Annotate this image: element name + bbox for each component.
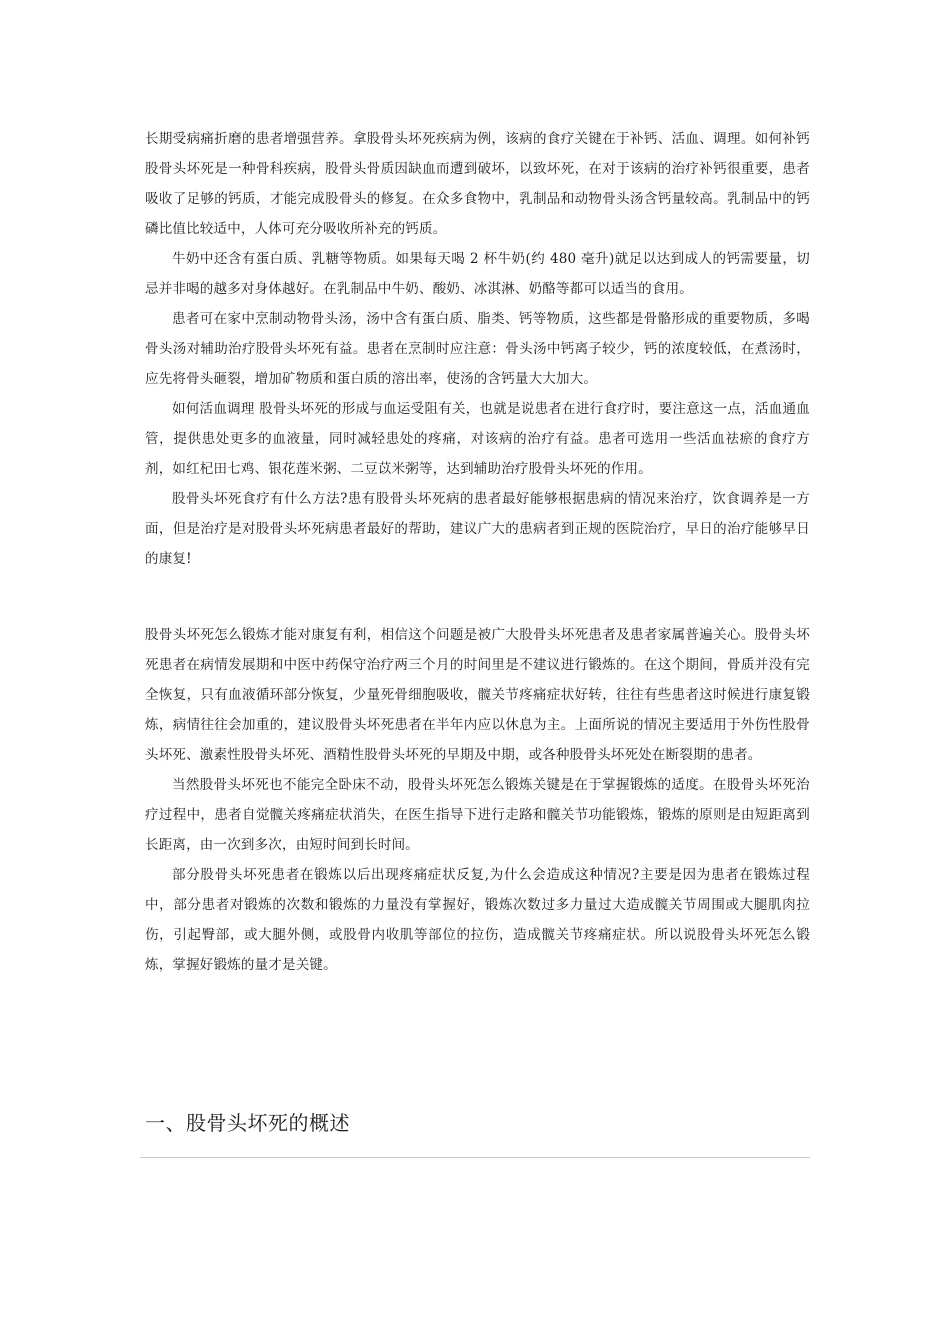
diet-paragraph-4: 如何活血调理 股骨头坏死的形成与血运受阻有关，也就是说患者在进行食疗时，要注意这一点，活血通血管，提供患处更多的血液量，同时减轻患处的疼痛，对该病的治疗有益。患者可选用一些活血祛瘀的食疗方剂，如红杞田七鸡、银花莲米粥、二豆苡米粥等，达到辅助治疗股骨头坏死的作用。 xyxy=(145,401,810,477)
heading-divider xyxy=(140,1157,810,1158)
exercise-paragraph-3: 部分股骨头坏死患者在锻炼以后出现疼痛症状反复,为什么会造成这种情况?主要是因为患者在锻炼过程中，部分患者对锻炼的次数和锻炼的力量没有掌握好，锻炼次数过多力量过大造成髋关节周围或大腿肌肉拉伤，引起臀部，或大腿外侧，或股骨内收肌等部位的拉伤，造成髋关节疼痛症状。所以说股骨头坏死怎么锻炼，掌握好锻炼的量才是关键。 xyxy=(145,867,810,973)
diet-paragraph-2: 牛奶中还含有蛋白质、乳糖等物质。如果每天喝 2 杯牛奶(约 480 毫升)就足以达到成人的钙需要量，切忌并非喝的越多对身体越好。在乳制品中牛奶、酸奶、冰淇淋、奶酪等都可以适当的食用。 xyxy=(145,251,810,297)
diet-paragraph-5: 股骨头坏死食疗有什么方法?患有股骨头坏死病的患者最好能够根据患病的情况来治疗，饮食调养是一方面，但是治疗是对股骨头坏死病患者最好的帮助，建议广大的患病者到正规的医院治疗，早日的治疗能够早日的康复! xyxy=(145,491,810,567)
diet-paragraph-1: 长期受病痛折磨的患者增强营养。拿股骨头坏死疾病为例，该病的食疗关键在于补钙、活血、调理。如何补钙股骨头坏死是一种骨科疾病，股骨头骨质因缺血而遭到破坏，以致坏死，在对于该病的治疗补钙很重要，患者吸收了足够的钙质，才能完成股骨头的修复。在众多食物中，乳制品和动物骨头汤含钙量较高。乳制品中的钙磷比值比较适中，人体可充分吸收所补充的钙质。 xyxy=(145,131,810,237)
diet-therapy-section xyxy=(145,124,810,574)
exercise-paragraph-2: 当然股骨头坏死也不能完全卧床不动，股骨头坏死怎么锻炼关键是在于掌握锻炼的适度。在股骨头坏死治疗过程中，患者自觉髋关疼痛症状消失，在医生指导下进行走路和髋关节功能锻炼，锻炼的原则是由短距离到长距离，由一次到多次，由短时间到长时间。 xyxy=(145,777,810,853)
exercise-section xyxy=(145,620,810,980)
overview-heading: 一、股骨头坏死的概述 xyxy=(145,1111,350,1135)
diet-paragraph-3: 患者可在家中烹制动物骨头汤，汤中含有蛋白质、脂类、钙等物质，这些都是骨骼形成的重要物质，多喝骨头汤对辅助治疗股骨头坏死有益。患者在烹制时应注意：骨头汤中钙离子较少，钙的浓度较低，在煮汤时，应先将骨头砸裂，增加矿物质和蛋白质的溶出率，使汤的含钙量大大加大。 xyxy=(145,311,810,387)
exercise-paragraph-1: 股骨头坏死怎么锻炼才能对康复有利，相信这个问题是被广大股骨头坏死患者及患者家属普遍关心。股骨头坏死患者在病情发展期和中医中药保守治疗两三个月的时间里是不建议进行锻炼的。在这个期间，骨质并没有完全恢复，只有血液循环部分恢复，少量死骨细胞吸收，髋关节疼痛症状好转，往往有些患者这时候进行康复锻炼，病情往往会加重的，建议股骨头坏死患者在半年内应以休息为主。上面所说的情况主要适用于外伤性股骨头坏死、激素性股骨头坏死、酒精性股骨头坏死的早期及中期，或各种股骨头坏死处在断裂期的患者。 xyxy=(145,627,810,763)
